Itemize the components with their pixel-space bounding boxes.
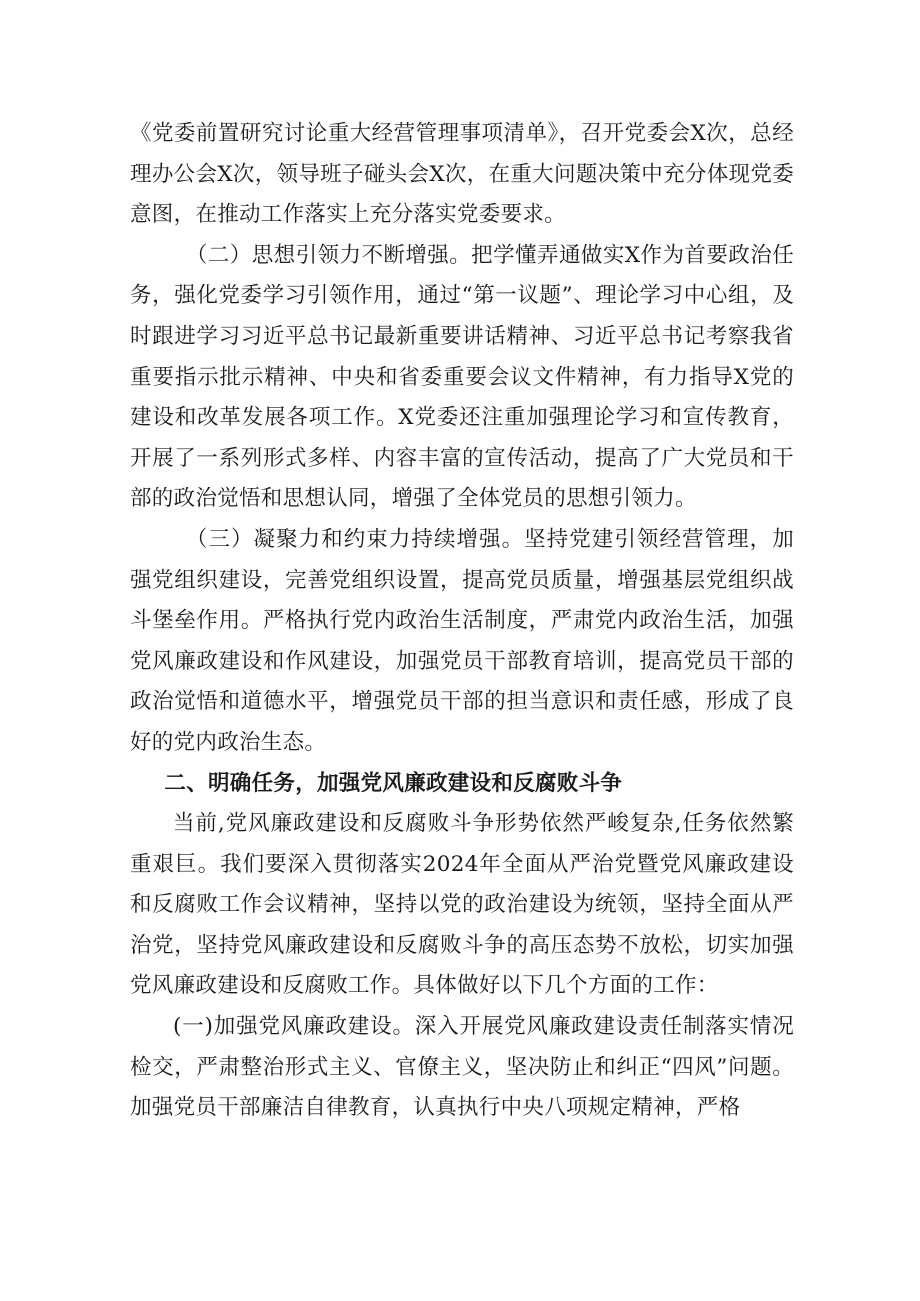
paragraph-current-situation: 当前,党风廉政建设和反腐败斗争形势依然严峻复杂,任务依然繁重艰巨。我们要深入贯彻落实2024年全面从严治党暨党风廉政建设和反腐败工作会议精神，坚持以党的政治建设为统领，坚持全面从严治党，坚持党风廉政建设和反腐败斗争的高压态势不放松，切实加强党风廉政建设和反腐败工作。具体做好以下几个方面的工作： [130, 811, 794, 999]
paragraph-integrity-building: (一)加强党风廉政建设。深入开展党风廉政建设责任制落实情况检交，严肃整治形式主义、官僚主义，坚决防止和纠正“四风”问题。加强党员干部廉洁自律教育，认真执行中央八项规定精神，严格 [130, 1014, 794, 1121]
paragraph-continuation: 《党委前置研究讨论重大经营管理事项清单》，召开党委会X次，总经理办公会X次，领导班子碰头会X次，在重大问题决策中充分体现党委意图，在推动工作落实上充分落实党委要求。 [130, 121, 794, 228]
section-heading-tasks: 二、明确任务，加强党风廉政建设和反腐败斗争 [164, 770, 623, 796]
document-body [130, 114, 794, 1129]
paragraph-ideological-leadership: （二）思想引领力不断增强。把学懂弄通做实X作为首要政治任务，强化党委学习引领作用，通过“第一议题”、理论学习中心组，及时跟进学习习近平总书记最新重要讲话精神、习近平总书记考察我省重要指示批示精神、中央和省委重要会议文件精神，有力指导X党的建设和改革发展各项工作。X党委还注重加强理论学习和宣传教育，开展了一系列形式多样、内容丰富的宣传活动，提高了广大党员和干部的政治觉悟和思想认同，增强了全体党员的思想引领力。 [130, 242, 794, 512]
paragraph-cohesion-discipline: （三）凝聚力和约束力持续增强。坚持党建引领经营管理，加强党组织建设，完善党组织设置，提高党员质量，增强基层党组织战斗堡垒作用。严格执行党内政治生活制度，严肃党内政治生活，加强党风廉政建设和作风建设，加强党员干部教育培训，提高党员干部的政治觉悟和道德水平，增强党员干部的担当意识和责任感，形成了良好的党内政治生态。 [130, 526, 794, 755]
